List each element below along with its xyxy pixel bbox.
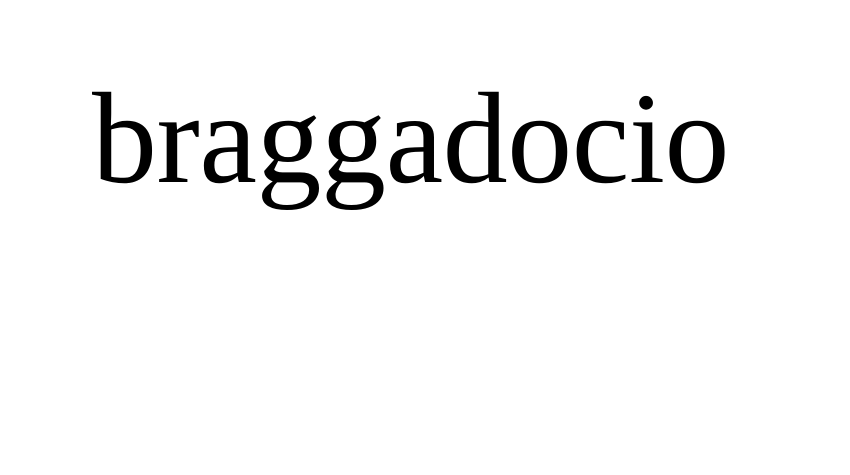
main-word: braggadocio: [92, 67, 730, 211]
